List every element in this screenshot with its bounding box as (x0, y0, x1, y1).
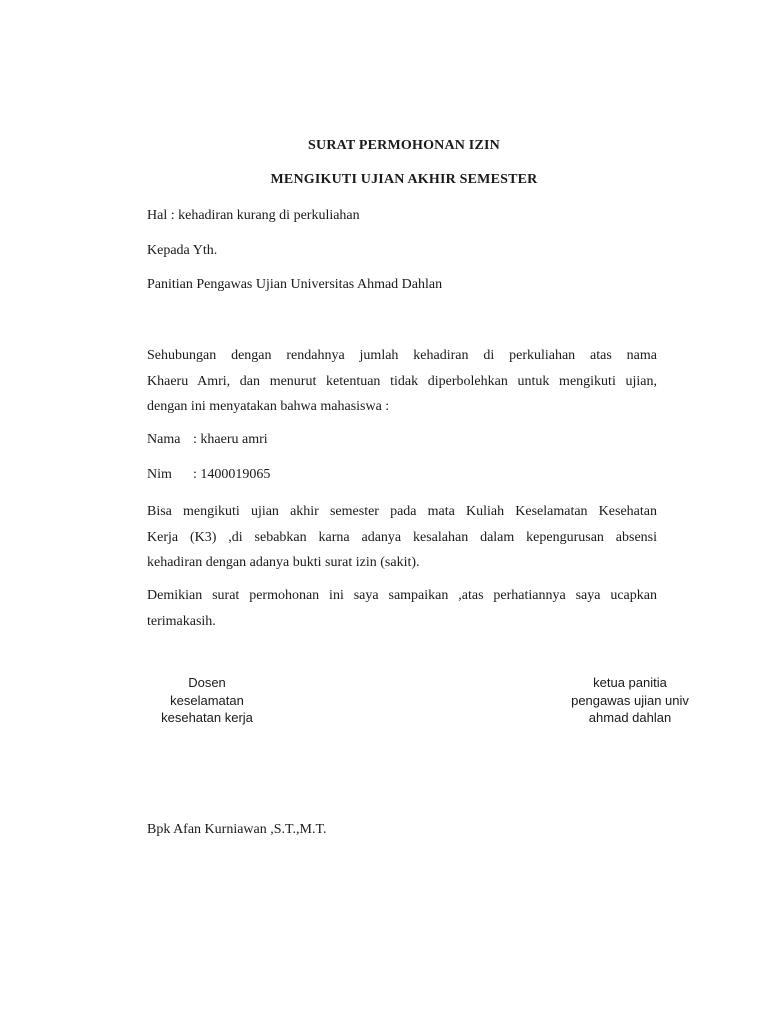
signature-left-line-2: keselamatan (170, 692, 244, 708)
paragraph-intro-line-2: Khaeru Amri, dan menurut ketentuan tidak diperbolehkan untuk mengikuti ujian, (147, 373, 657, 389)
signature-left-line-3: kesehatan kerja (161, 710, 253, 725)
signature-block-left (137, 674, 277, 727)
signature-right-line-3: ahmad dahlan (588, 710, 672, 725)
field-nim-value: : 1400019065 (193, 467, 271, 482)
paragraph-request (147, 499, 657, 576)
signature-right-line-2: pengawas ujian univ (571, 692, 689, 708)
recipient-line: Panitian Pengawas Ujian Universitas Ahmad Dahlan (147, 277, 443, 292)
paragraph-request-line-3: kehadiran dengan adanya bukti surat izin (sakit). (147, 555, 420, 570)
paragraph-closing-line-2: terimakasih. (147, 613, 216, 629)
subject-line: Hal : kehadiran kurang di perkuliahan (147, 208, 360, 223)
paragraph-intro-line-3: dengan ini menyatakan bahwa mahasiswa : (147, 399, 390, 414)
field-nama (147, 432, 268, 448)
field-nama-label: Nama (147, 432, 181, 447)
signer-name: Bpk Afan Kurniawan ,S.T.,M.T. (147, 822, 327, 837)
paragraph-closing-line-1: Demikian surat permohonan ini saya sampaikan ,atas perhatiannya saya ucapkan (147, 588, 657, 603)
title-line-1: SURAT PERMOHONAN IZIN (308, 138, 500, 153)
field-nim-label: Nim (147, 467, 172, 482)
signature-block-right (555, 674, 705, 727)
paragraph-request-line-2: Kerja (K3) ,di sebabkan karna adanya kesalahan dalam kepengurusan absensi (147, 529, 657, 545)
field-nim (147, 467, 270, 483)
paragraph-request-line-1: Bisa mengikuti ujian akhir semester pada mata Kuliah Keselamatan Kesehatan (147, 504, 657, 519)
title-line-2: MENGIKUTI UJIAN AKHIR SEMESTER (270, 172, 538, 187)
field-nama-value: : khaeru amri (193, 432, 268, 447)
signature-right-line-1: ketua panitia (593, 675, 667, 690)
paragraph-closing (147, 583, 657, 634)
addressee-line: Kepada Yth. (147, 243, 218, 258)
signature-left-line-1: Dosen (188, 675, 226, 690)
paragraph-intro (147, 343, 657, 420)
paragraph-intro-line-1: Sehubungan dengan rendahnya jumlah kehadiran di perkuliahan atas nama (147, 348, 657, 363)
